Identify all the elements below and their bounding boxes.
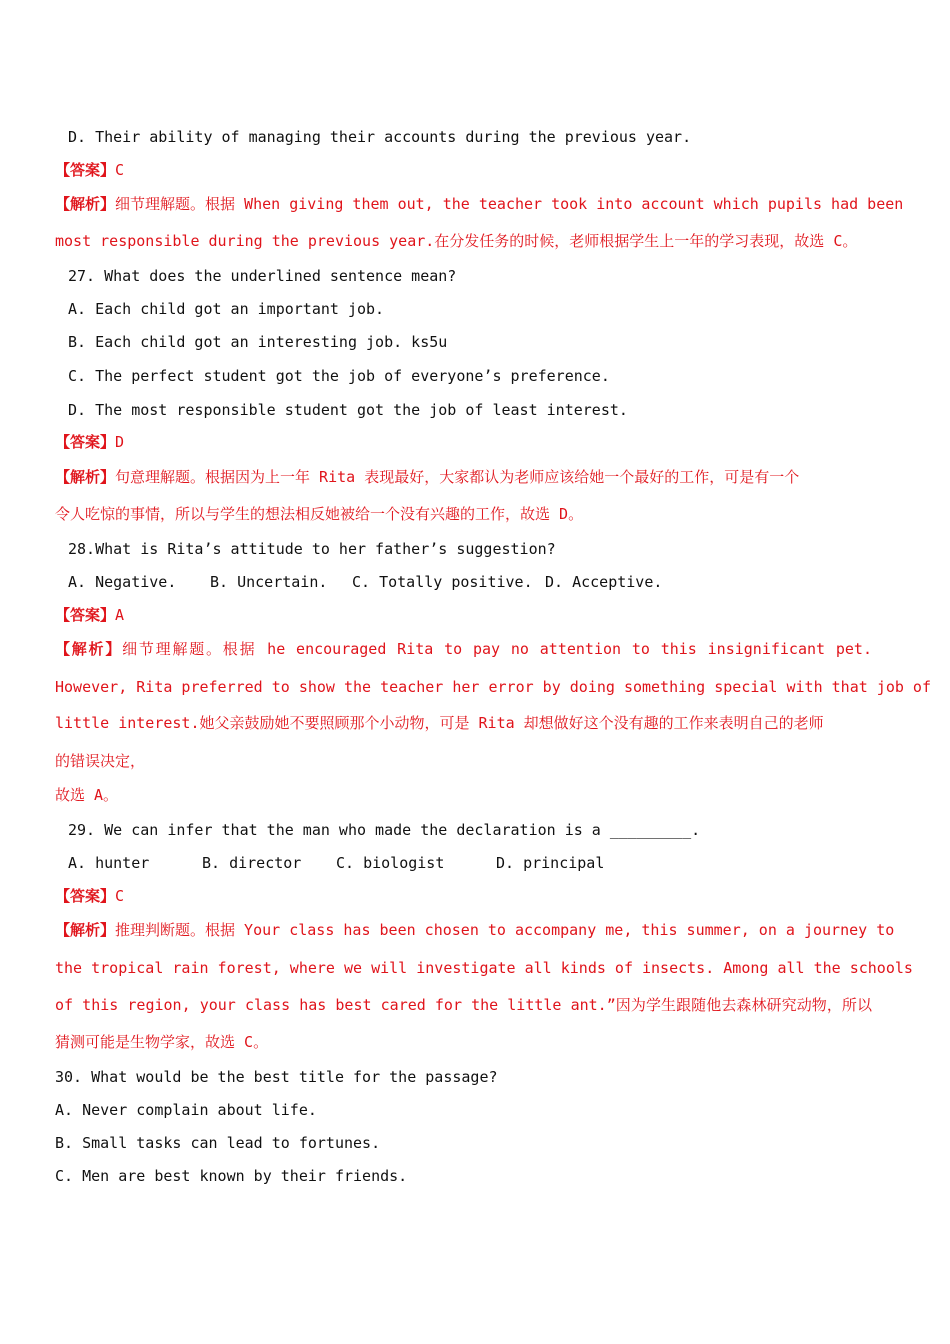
question-28: 28.What is Rita’s attitude to her father’s suggestion? xyxy=(68,540,556,558)
answer-26 xyxy=(55,160,124,180)
answer-tag: 【答案】 xyxy=(55,887,116,905)
answer-tag: 【答案】 xyxy=(55,161,116,179)
explanation-28-line2: However, Rita preferred to show the teacher her error by doing something special with that job of xyxy=(55,678,931,696)
q29-option-a: A. hunter xyxy=(68,854,150,872)
q28-options xyxy=(68,572,662,592)
explanation-29-line1: 【解析】推理判断题。根据 Your class has been chosen to accompany me, this summer, on a journey to xyxy=(55,921,895,939)
explanation-tag: 【解析】 xyxy=(55,921,116,939)
q27-option-d: D. The most responsible student got the job of least interest. xyxy=(68,401,628,419)
answer-value: C xyxy=(115,887,125,905)
q28-option-a: A. Negative. xyxy=(68,573,177,591)
q29-option-c: C. biologist xyxy=(336,854,445,872)
question-30: 30. What would be the best title for the passage? xyxy=(55,1068,498,1086)
explanation-27-line1: 【解析】句意理解题。根据因为上一年 Rita 表现最好，大家都认为老师应该给她一个最好的工作，可是有一个 xyxy=(55,468,800,486)
q30-option-c: C. Men are best known by their friends. xyxy=(55,1167,408,1185)
explanation-27-line2: 令人吃惊的事情，所以与学生的想法相反她被给一个没有兴趣的工作，故选 D。 xyxy=(55,505,584,523)
q28-option-b: B. Uncertain. xyxy=(210,573,328,591)
explanation-29-line3: of this region, your class has best cared for the little ant.”因为学生跟随他去森林研究动物，所以 xyxy=(55,996,872,1014)
explanation-28-line4: 的错误决定， xyxy=(55,752,146,770)
answer-tag: 【答案】 xyxy=(55,433,116,451)
explanation-tag: 【解析】 xyxy=(55,195,116,213)
question-27: 27. What does the underlined sentence mean? xyxy=(68,267,457,285)
q28-option-d: D. Acceptive. xyxy=(545,573,663,591)
q27-option-c: C. The perfect student got the job of everyone’s preference. xyxy=(68,367,610,385)
q29-option-d: D. principal xyxy=(496,854,605,872)
q30-option-a: A. Never complain about life. xyxy=(55,1101,317,1119)
answer-value: C xyxy=(115,161,125,179)
explanation-28-line3: little interest.她父亲鼓励她不要照顾那个小动物，可是 Rita 却想做好这个没有趣的工作来表明自己的老师 xyxy=(55,714,824,732)
answer-27 xyxy=(55,432,124,452)
q29-options xyxy=(68,853,604,873)
answer-29 xyxy=(55,886,124,906)
explanation-tag: 【解析】 xyxy=(55,640,123,658)
explanation-tag: 【解析】 xyxy=(55,468,116,486)
q28-option-c: C. Totally positive. xyxy=(352,573,533,591)
answer-28 xyxy=(55,605,124,625)
explanation-26-line2: most responsible during the previous year.在分发任务的时候，老师根据学生上一年的学习表现，故选 C。 xyxy=(55,232,858,250)
explanation-28-line5: 故选 A。 xyxy=(55,786,119,804)
q30-option-b: B. Small tasks can lead to fortunes. xyxy=(55,1134,381,1152)
explanation-28-line1: 【解析】细节理解题。根据 he encouraged Rita to pay no attention to this insignificant pet. xyxy=(55,640,872,658)
answer-value: A xyxy=(115,606,125,624)
explanation-29-line2: the tropical rain forest, where we will investigate all kinds of insects. Among all the schools xyxy=(55,959,913,977)
q29-option-b: B. director xyxy=(202,854,302,872)
q27-option-a: A. Each child got an important job. xyxy=(68,300,385,318)
answer-tag: 【答案】 xyxy=(55,606,116,624)
q27-option-b: B. Each child got an interesting job. ks5u xyxy=(68,333,448,351)
explanation-26-line1: 【解析】细节理解题。根据 When giving them out, the teacher took into account which pupils had been xyxy=(55,195,904,213)
answer-value: D xyxy=(115,433,125,451)
question-29: 29. We can infer that the man who made the declaration is a _________. xyxy=(68,821,701,839)
q26-option-d: D. Their ability of managing their accounts during the previous year. xyxy=(68,128,692,146)
explanation-29-line4: 猜测可能是生物学家，故选 C。 xyxy=(55,1033,269,1051)
